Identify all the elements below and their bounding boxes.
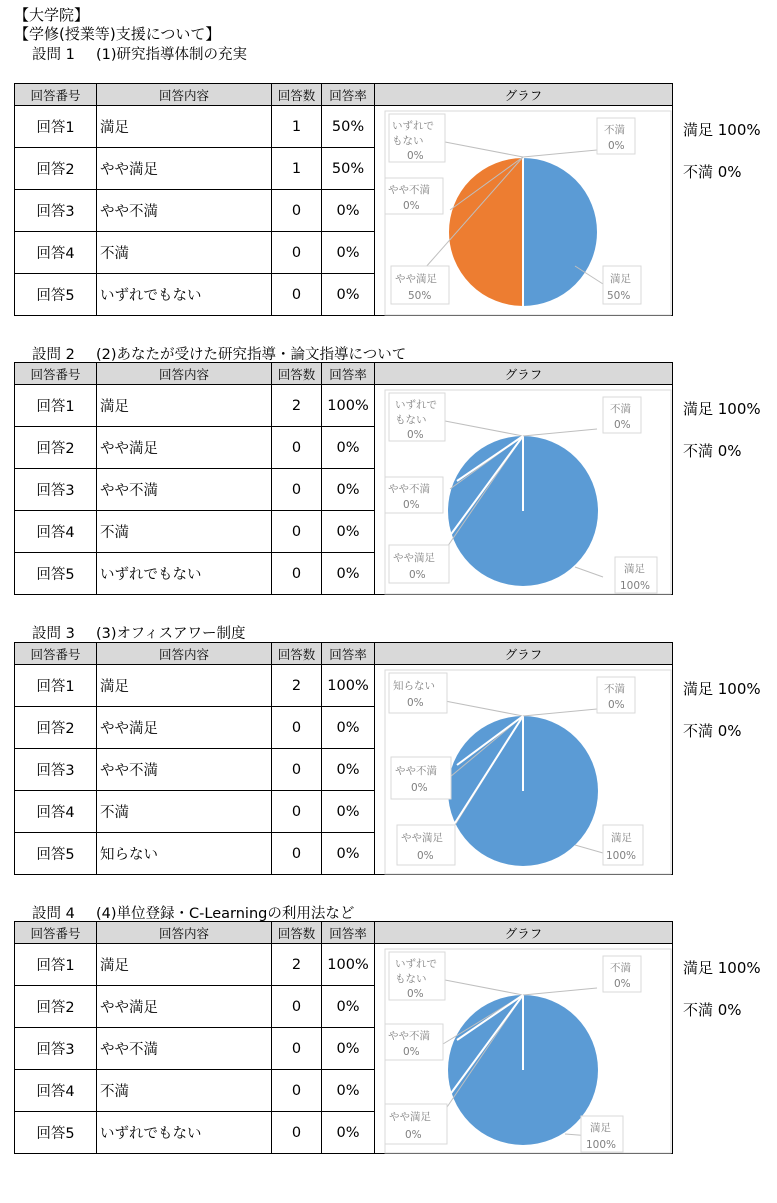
col-header-rate: 回答率 <box>322 363 375 385</box>
label-somewhat-satisfied-value: 0% <box>405 1129 422 1141</box>
col-header-graph: グラフ <box>375 643 673 665</box>
label-somewhat-satisfied: やや満足 <box>389 1111 431 1123</box>
answer-content: 不満 <box>97 232 272 274</box>
answer-no: 回答5 <box>15 553 97 595</box>
answer-no: 回答2 <box>15 707 97 749</box>
col-header-no: 回答番号 <box>15 643 97 665</box>
question-title <box>32 902 354 923</box>
answer-rate: 0% <box>322 427 375 469</box>
question-text: (3)オフィスアワー制度 <box>96 626 246 642</box>
col-header-no: 回答番号 <box>15 84 97 106</box>
label-somewhat-dissatisfied: やや不満 <box>388 483 430 495</box>
label-dont-know-value: 0% <box>407 697 424 709</box>
answer-count: 0 <box>272 1070 322 1112</box>
answer-rate: 0% <box>322 232 375 274</box>
answer-count: 0 <box>272 749 322 791</box>
question-number: 設問 3 <box>32 626 75 642</box>
answer-table <box>14 362 673 595</box>
col-header-rate: 回答率 <box>322 922 375 944</box>
col-header-content: 回答内容 <box>97 84 272 106</box>
label-somewhat-satisfied: やや満足 <box>393 552 435 564</box>
answer-count: 0 <box>272 1028 322 1070</box>
label-somewhat-dissatisfied-value: 0% <box>411 782 428 794</box>
pie-chart <box>375 106 672 318</box>
label-satisfied: 満足 <box>624 563 645 575</box>
answer-rate: 0% <box>322 469 375 511</box>
label-dissatisfied: 不満 <box>610 403 631 415</box>
label-dissatisfied: 不満 <box>610 962 631 974</box>
label-neither-b: もない <box>395 973 427 985</box>
question-text: (2)あなたが受けた研究指導・論文指導について <box>96 347 407 363</box>
section-header: 【大学院】 <box>14 6 90 24</box>
summary-dissatisfied: 不満 0% <box>683 442 742 460</box>
answer-rate: 0% <box>322 707 375 749</box>
pie-chart <box>375 944 672 1156</box>
label-neither-a: いずれで <box>395 958 437 970</box>
graph-cell <box>375 944 673 1154</box>
answer-rate: 0% <box>322 1112 375 1154</box>
answer-content: いずれでもない <box>97 1112 272 1154</box>
answer-rate: 0% <box>322 274 375 316</box>
answer-no: 回答4 <box>15 232 97 274</box>
table-row <box>15 665 673 707</box>
answer-count: 0 <box>272 232 322 274</box>
answer-no: 回答4 <box>15 1070 97 1112</box>
summary-dissatisfied: 不満 0% <box>683 1001 742 1019</box>
answer-no: 回答2 <box>15 986 97 1028</box>
answer-content: 満足 <box>97 665 272 707</box>
answer-rate: 0% <box>322 986 375 1028</box>
answer-count: 0 <box>272 986 322 1028</box>
table-row <box>15 385 673 427</box>
answer-rate: 100% <box>322 665 375 707</box>
label-neither-b: もない <box>392 135 424 147</box>
col-header-graph: グラフ <box>375 84 673 106</box>
answer-count: 0 <box>272 553 322 595</box>
answer-content: 不満 <box>97 511 272 553</box>
answer-no: 回答2 <box>15 148 97 190</box>
graph-cell <box>375 106 673 316</box>
answer-no: 回答1 <box>15 665 97 707</box>
answer-rate: 50% <box>322 106 375 148</box>
answer-count: 0 <box>272 274 322 316</box>
answer-content: やや満足 <box>97 427 272 469</box>
col-header-rate: 回答率 <box>322 84 375 106</box>
answer-no: 回答2 <box>15 427 97 469</box>
answer-count: 0 <box>272 1112 322 1154</box>
label-satisfied-value: 50% <box>607 290 631 302</box>
summary-satisfied: 満足 100% <box>683 400 761 418</box>
subsection-header: 【学修(授業等)支援について】 <box>14 25 221 43</box>
answer-no: 回答5 <box>15 833 97 875</box>
answer-no: 回答3 <box>15 469 97 511</box>
label-somewhat-satisfied-value: 0% <box>417 850 434 862</box>
question-number: 設問 1 <box>32 47 75 63</box>
answer-content: 知らない <box>97 833 272 875</box>
answer-no: 回答1 <box>15 385 97 427</box>
answer-no: 回答1 <box>15 944 97 986</box>
answer-count: 2 <box>272 665 322 707</box>
label-somewhat-satisfied-value: 0% <box>409 569 426 581</box>
summary-dissatisfied: 不満 0% <box>683 163 742 181</box>
answer-no: 回答1 <box>15 106 97 148</box>
answer-count: 0 <box>272 427 322 469</box>
table-header-row <box>15 363 673 385</box>
answer-rate: 0% <box>322 749 375 791</box>
label-somewhat-dissatisfied: やや不満 <box>395 765 437 777</box>
answer-no: 回答3 <box>15 1028 97 1070</box>
answer-content: やや満足 <box>97 148 272 190</box>
answer-content: いずれでもない <box>97 274 272 316</box>
col-header-graph: グラフ <box>375 922 673 944</box>
label-neither-b: もない <box>395 414 427 426</box>
label-somewhat-dissatisfied: やや不満 <box>388 184 430 196</box>
label-satisfied: 満足 <box>590 1122 611 1134</box>
label-neither-a: いずれで <box>392 120 434 132</box>
answer-content: やや満足 <box>97 707 272 749</box>
col-header-graph: グラフ <box>375 363 673 385</box>
label-satisfied: 満足 <box>610 273 631 285</box>
question-number: 設問 4 <box>32 906 75 922</box>
summary-dissatisfied: 不満 0% <box>683 722 742 740</box>
answer-count: 2 <box>272 944 322 986</box>
label-dissatisfied: 不満 <box>604 124 625 136</box>
answer-count: 0 <box>272 469 322 511</box>
pie-chart <box>375 385 672 597</box>
answer-no: 回答3 <box>15 749 97 791</box>
col-header-count: 回答数 <box>272 363 322 385</box>
label-satisfied-value: 100% <box>606 850 637 862</box>
label-somewhat-satisfied-value: 50% <box>408 290 432 302</box>
col-header-count: 回答数 <box>272 922 322 944</box>
label-satisfied: 満足 <box>611 832 632 844</box>
answer-rate: 0% <box>322 511 375 553</box>
label-dissatisfied-value: 0% <box>608 140 625 152</box>
table-header-row <box>15 84 673 106</box>
answer-count: 1 <box>272 106 322 148</box>
label-dissatisfied-value: 0% <box>614 419 631 431</box>
answer-no: 回答4 <box>15 791 97 833</box>
col-header-count: 回答数 <box>272 643 322 665</box>
answer-rate: 0% <box>322 833 375 875</box>
answer-no: 回答3 <box>15 190 97 232</box>
answer-no: 回答5 <box>15 1112 97 1154</box>
answer-table <box>14 83 673 316</box>
question-title <box>32 622 245 643</box>
answer-count: 0 <box>272 833 322 875</box>
answer-content: やや満足 <box>97 986 272 1028</box>
label-somewhat-dissatisfied-value: 0% <box>403 200 420 212</box>
answer-count: 2 <box>272 385 322 427</box>
label-neither-value: 0% <box>407 429 424 441</box>
answer-rate: 0% <box>322 791 375 833</box>
label-somewhat-satisfied: やや満足 <box>395 273 437 285</box>
question-number: 設問 2 <box>32 347 75 363</box>
table-row <box>15 106 673 148</box>
label-dont-know: 知らない <box>393 680 435 692</box>
label-neither-a: いずれで <box>395 399 437 411</box>
answer-no: 回答5 <box>15 274 97 316</box>
col-header-content: 回答内容 <box>97 363 272 385</box>
summary-satisfied: 満足 100% <box>683 959 761 977</box>
question-title <box>32 343 406 364</box>
label-dissatisfied: 不満 <box>604 683 625 695</box>
label-neither-value: 0% <box>407 988 424 1000</box>
answer-table <box>14 642 673 875</box>
graph-cell <box>375 665 673 875</box>
label-satisfied-value: 100% <box>620 580 651 592</box>
answer-content: 満足 <box>97 385 272 427</box>
question-text: (1)研究指導体制の充実 <box>96 47 248 63</box>
answer-content: やや不満 <box>97 1028 272 1070</box>
label-somewhat-dissatisfied: やや不満 <box>388 1030 430 1042</box>
answer-count: 0 <box>272 190 322 232</box>
answer-rate: 50% <box>322 148 375 190</box>
answer-no: 回答4 <box>15 511 97 553</box>
label-somewhat-dissatisfied-value: 0% <box>403 499 420 511</box>
answer-content: 満足 <box>97 944 272 986</box>
table-row <box>15 944 673 986</box>
summary-satisfied: 満足 100% <box>683 121 761 139</box>
label-satisfied-value: 100% <box>586 1139 617 1151</box>
col-header-rate: 回答率 <box>322 643 375 665</box>
table-header-row <box>15 643 673 665</box>
answer-rate: 0% <box>322 1028 375 1070</box>
graph-cell <box>375 385 673 595</box>
answer-count: 0 <box>272 511 322 553</box>
summary-satisfied: 満足 100% <box>683 680 761 698</box>
answer-rate: 0% <box>322 553 375 595</box>
table-header-row <box>15 922 673 944</box>
answer-content: いずれでもない <box>97 553 272 595</box>
answer-table <box>14 921 673 1154</box>
label-somewhat-dissatisfied-value: 0% <box>403 1046 420 1058</box>
question-title <box>32 43 247 64</box>
answer-rate: 0% <box>322 190 375 232</box>
answer-content: 満足 <box>97 106 272 148</box>
col-header-count: 回答数 <box>272 84 322 106</box>
answer-content: 不満 <box>97 1070 272 1112</box>
answer-count: 0 <box>272 791 322 833</box>
label-neither-value: 0% <box>407 150 424 162</box>
question-text: (4)単位登録・C-Learningの利用法など <box>96 906 355 922</box>
answer-content: やや不満 <box>97 749 272 791</box>
label-dissatisfied-value: 0% <box>608 699 625 711</box>
answer-count: 0 <box>272 707 322 749</box>
answer-count: 1 <box>272 148 322 190</box>
col-header-content: 回答内容 <box>97 922 272 944</box>
answer-content: やや不満 <box>97 190 272 232</box>
answer-content: やや不満 <box>97 469 272 511</box>
col-header-no: 回答番号 <box>15 363 97 385</box>
answer-content: 不満 <box>97 791 272 833</box>
col-header-no: 回答番号 <box>15 922 97 944</box>
col-header-content: 回答内容 <box>97 643 272 665</box>
pie-chart <box>375 665 672 877</box>
label-dissatisfied-value: 0% <box>614 978 631 990</box>
label-somewhat-satisfied: やや満足 <box>401 832 443 844</box>
answer-rate: 100% <box>322 944 375 986</box>
answer-rate: 100% <box>322 385 375 427</box>
answer-rate: 0% <box>322 1070 375 1112</box>
